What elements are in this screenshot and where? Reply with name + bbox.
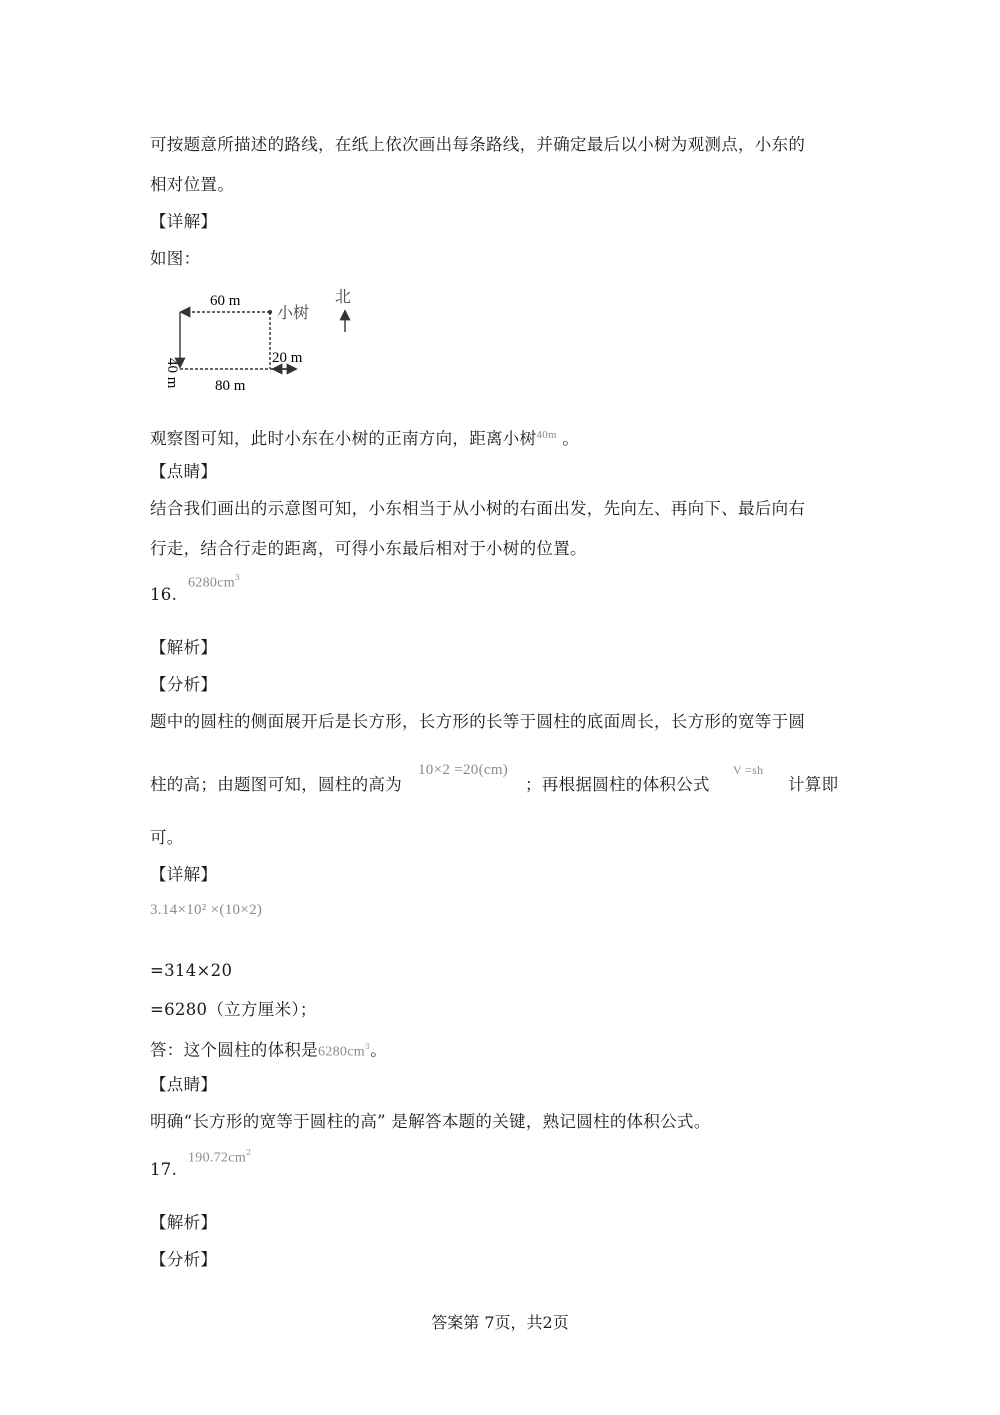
section-heading-analysis: 【分析】 [150,1250,218,1269]
text-line: 可按题意所描述的路线，在纸上依次画出每条路线，并确定最后以小树为观测点，小东的 [150,135,806,154]
calc-step-2: =314×20 [150,961,233,980]
section-heading-parse: 【解析】 [150,1213,218,1232]
section-heading-analysis: 【分析】 [150,675,218,694]
section-heading-parse: 【解析】 [150,638,218,657]
calc-step-1: 3.14×10² ×(10×2) [150,902,263,918]
label-60m: 60 m [210,293,241,309]
formula-height: 10×2 =20(cm) [418,762,509,778]
text-segment: 。 [556,429,580,448]
question-number: 16. [150,585,178,604]
text-line: 行走，结合行走的距离，可得小东最后相对于小树的位置。 [150,539,587,558]
page-footer: 答案第 7页，共2页 [431,1313,569,1332]
text-line: 结合我们画出的示意图可知，小东相当于从小树的右面出发，先向左、再向下、最后向右 [150,499,806,518]
section-heading-detail: 【详解】 [150,212,218,231]
section-heading-tip: 【点睛】 [150,1075,218,1094]
question-answer: $6280cm^3$ [188,573,241,591]
label-north: 北 [335,287,352,306]
route-diagram [150,280,370,400]
calc-step-3: =6280（立方厘米）； [150,1000,317,1019]
question-number: 17. [150,1160,178,1179]
formula-volume: V =sh [733,763,764,777]
text-line [150,425,579,449]
label-20m: 20 m [272,350,303,366]
section-heading-detail: 【详解】 [150,865,218,884]
label-80m: 80 m [215,378,246,394]
text-line: 可。 [150,828,184,847]
answer-line: 答：这个圆柱的体积是$6280cm^3$。 [150,1040,388,1060]
section-heading-tip: 【点睛】 [150,462,218,481]
distance-value: 40m [536,429,557,441]
text-segment: 观察图可知，此时小东在小树的正南方向，距离小树 [150,429,537,448]
text-line: ；再根据圆柱的体积公式 [525,775,710,794]
label-40m: 40 m [164,358,180,389]
text-line: 计算即 [788,775,839,794]
text-line: 明确“长方形的宽等于圆柱的高” 是解答本题的关键，熟记圆柱的体积公式。 [150,1112,711,1131]
label-tree: 小树 [277,303,310,322]
text-line: 柱的高；由题图可知，圆柱的高为 [150,775,402,794]
question-answer: $190.72cm^2$ [188,1148,252,1166]
text-line: 相对位置。 [150,175,234,194]
text-line: 题中的圆柱的侧面展开后是长方形，长方形的长等于圆柱的底面周长，长方形的宽等于圆 [150,712,806,731]
text-line: 如图： [150,249,201,268]
